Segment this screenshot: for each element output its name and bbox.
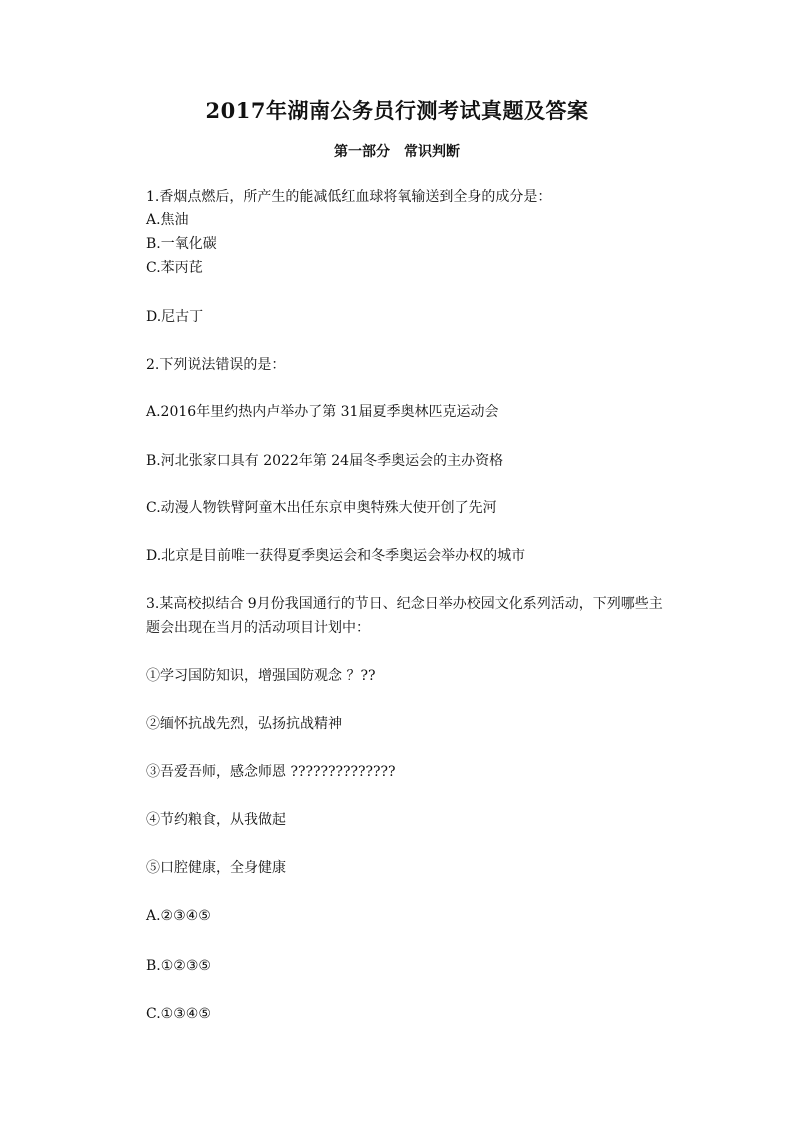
question-3-item-4: ④节约粮食，从我做起 [146, 812, 286, 828]
question-3-option-b: B.①②③⑤ [146, 958, 211, 974]
question-2-stem: 2.下列说法错误的是： [146, 357, 286, 373]
question-3-item-3: ③吾爱吾师，感念师恩 ?????????????? [146, 764, 396, 780]
question-3-item-2: ②缅怀抗战先烈，弘扬抗战精神 [146, 716, 342, 732]
question-1-option-c: C.苯丙芘 [146, 260, 203, 276]
question-2-option-d: D.北京是目前唯一获得夏季奥运会和冬季奥运会举办权的城市 [146, 548, 526, 564]
question-3-option-a: A.②③④⑤ [146, 908, 211, 924]
question-3-stem-line-2: 题会出现在当月的活动项目计划中： [146, 620, 370, 636]
question-2-option-c: C.动漫人物铁臂阿童木出任东京申奥特殊大使开创了先河 [146, 500, 497, 516]
question-3-option-c: C.①③④⑤ [146, 1006, 211, 1022]
question-1-stem: 1.香烟点燃后，所产生的能减低红血球将氧输送到全身的成分是： [146, 189, 552, 205]
question-3-item-5: ⑤口腔健康，全身健康 [146, 860, 286, 876]
question-1-option-d: D.尼古丁 [146, 309, 204, 325]
question-2-option-b: B.河北张家口具有 2022年第 24届冬季奥运会的主办资格 [146, 453, 504, 469]
question-1-option-a: A.焦油 [146, 212, 189, 228]
question-1-option-b: B.一氧化碳 [146, 236, 217, 252]
section-heading: 第一部分 常识判断 [334, 144, 460, 160]
question-3-stem-line-1: 3.某高校拟结合 9月份我国通行的节日、纪念日举办校园文化系列活动，下列哪些主 [146, 596, 663, 612]
document-title: 2017年湖南公务员行测考试真题及答案 [205, 98, 589, 123]
question-3-item-1: ①学习国防知识，增强国防观念 ？?? [146, 668, 376, 684]
question-2-option-a: A.2016年里约热内卢举办了第 31届夏季奥林匹克运动会 [146, 404, 499, 420]
